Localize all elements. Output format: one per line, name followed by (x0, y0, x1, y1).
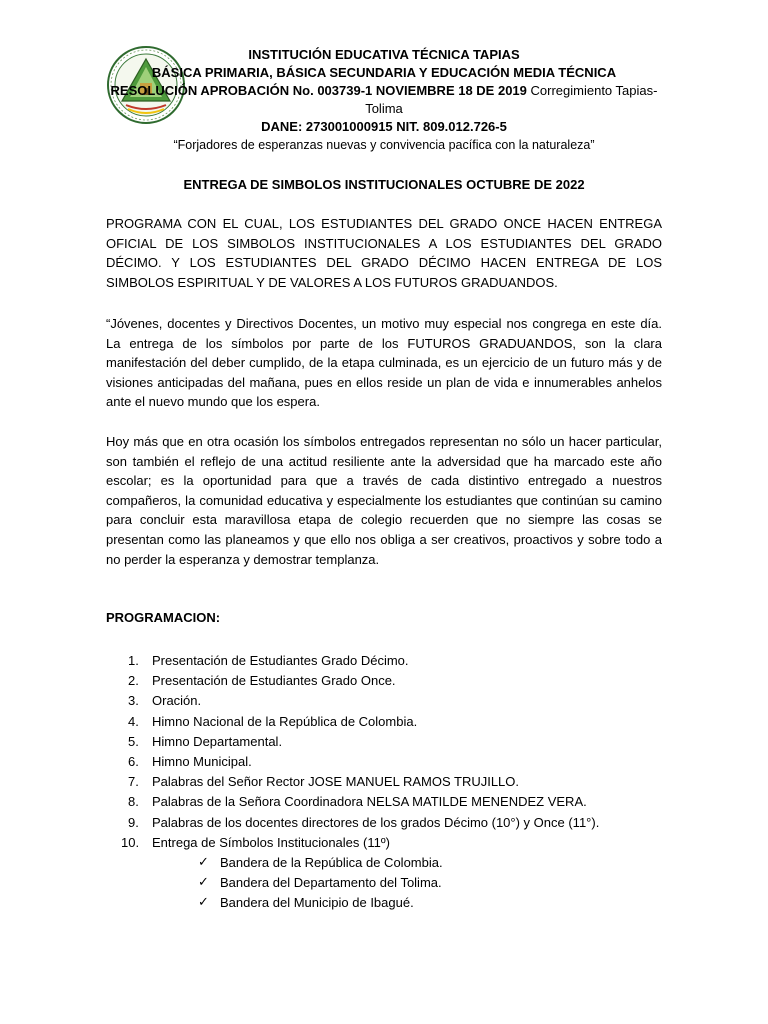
item-text: Himno Municipal. (152, 754, 252, 770)
list-item (106, 792, 666, 812)
education-levels: BÁSICA PRIMARIA, BÁSICA SECUNDARIA Y EDUCACIÓN MEDIA TÉCNICA (151, 65, 617, 80)
sub-item-text: Bandera de la República de Colombia. (220, 855, 443, 871)
list-item (106, 833, 666, 913)
dane-nit-line: DANE: 273001000915 NIT. 809.012.726-5 (261, 119, 507, 134)
check-mark-icon: ✓ (198, 894, 209, 910)
item-text: Himno Nacional de la República de Colombia. (152, 713, 418, 729)
location-text: Corregimiento Tapias-Tolima (365, 83, 658, 116)
item-number: 7. (128, 774, 139, 790)
item-text: Palabras de los docentes directores de los grados Décimo (10°) y Once (11°). (152, 814, 600, 830)
sub-list-item (152, 853, 666, 873)
list-item (106, 732, 666, 752)
resolution-line (106, 82, 662, 118)
speech-paragraph: “Jóvenes, docentes y Directivos Docentes, un motivo muy especial nos congrega en este día. La entrega de los símbolos por parte de los FUTUROS GRADUANDOS, son la clara manifestación del deber cumplido, de la etapa culminada, es un ejercicio de un futuro más y de visiones anticipadas del mañana, pues en ellos reside un plan de vida e innumerables anhelos ante el nuevo mundo que los espera. (106, 316, 662, 410)
sub-list-item (152, 893, 666, 913)
item-number: 9. (128, 814, 139, 830)
institution-name: INSTITUCIÓN EDUCATIVA TÉCNICA TAPIAS (248, 47, 520, 62)
item-number: 2. (128, 673, 139, 689)
item-text: Oración. (152, 693, 202, 709)
item-text: Himno Departamental. (152, 733, 283, 749)
list-item (106, 712, 666, 732)
list-item (106, 772, 666, 792)
list-item (106, 651, 666, 671)
intro-paragraph: PROGRAMA CON EL CUAL, LOS ESTUDIANTES DEL GRADO ONCE HACEN ENTREGA OFICIAL DE LOS SIMBOLOS INSTITUCIONALES A LOS ESTUDIANTES DEL GRADO DÉCIMO. Y LOS ESTUDIANTES DEL GRADO DÉCIMO HACEN ENTREGA DE LOS SIMBOLOS ESPIRITUAL Y DE VALORES A LOS FUTUROS GRADUANDOS. (106, 216, 662, 290)
list-item (106, 813, 666, 833)
list-item (106, 691, 666, 711)
item-number: 8. (128, 794, 139, 810)
item-text: Presentación de Estudiantes Grado Once. (152, 673, 396, 689)
institution-motto: “Forjadores de esperanzas nuevas y convivencia pacífica con la naturaleza” (173, 138, 595, 152)
item-text: Entrega de Símbolos Institucionales (11º) (152, 834, 390, 850)
item-number: 4. (128, 713, 139, 729)
symbols-sublist (152, 853, 666, 912)
reflection-paragraph: Hoy más que en otra ocasión los símbolos entregados representan no sólo un hacer particular, son también el reflejo de una actitud resiliente ante la adversidad que ha marcado este año escolar; es la oportunidad para que a través de cada distintivo entregado a nuestros compañeros, la comunidad educativa y especialmente los estudiantes que continúan su camino para concluir esta maravillosa etapa de colegio recuerden que no siempre las cosas se presentan como las planeamos y que ello nos obliga a ser creativos, proactivos y sobre todo a no perder la esperanza y demostrar templanza. (106, 434, 662, 567)
list-item (106, 752, 666, 772)
item-text: Presentación de Estudiantes Grado Décimo. (152, 653, 409, 668)
check-mark-icon: ✓ (198, 874, 209, 890)
letterhead (106, 46, 662, 154)
item-number: 3. (128, 693, 139, 709)
check-mark-icon: ✓ (198, 855, 209, 871)
item-text: Palabras de la Señora Coordinadora NELSA MATILDE MENENDEZ VERA. (152, 794, 587, 810)
item-number: 1. (128, 653, 139, 668)
item-number: 5. (128, 733, 139, 749)
item-number: 10. (121, 834, 140, 850)
item-text: Palabras del Señor Rector JOSE MANUEL RAMOS TRUJILLO. (152, 774, 520, 790)
sub-item-text: Bandera del Departamento del Tolima. (220, 874, 442, 890)
document-title: ENTREGA DE SIMBOLOS INSTITUCIONALES OCTUBRE DE 2022 (183, 177, 585, 192)
sub-list-item (152, 873, 666, 893)
program-list (106, 651, 666, 912)
item-number: 6. (128, 754, 139, 770)
list-item (106, 671, 666, 691)
sub-item-text: Bandera del Municipio de Ibagué. (220, 894, 414, 910)
resolution-text: RESOLUCIÓN APROBACIÓN No. 003739-1 NOVIEMBRE 18 DE 2019 (110, 83, 527, 98)
program-heading: PROGRAMACION: (106, 610, 221, 625)
